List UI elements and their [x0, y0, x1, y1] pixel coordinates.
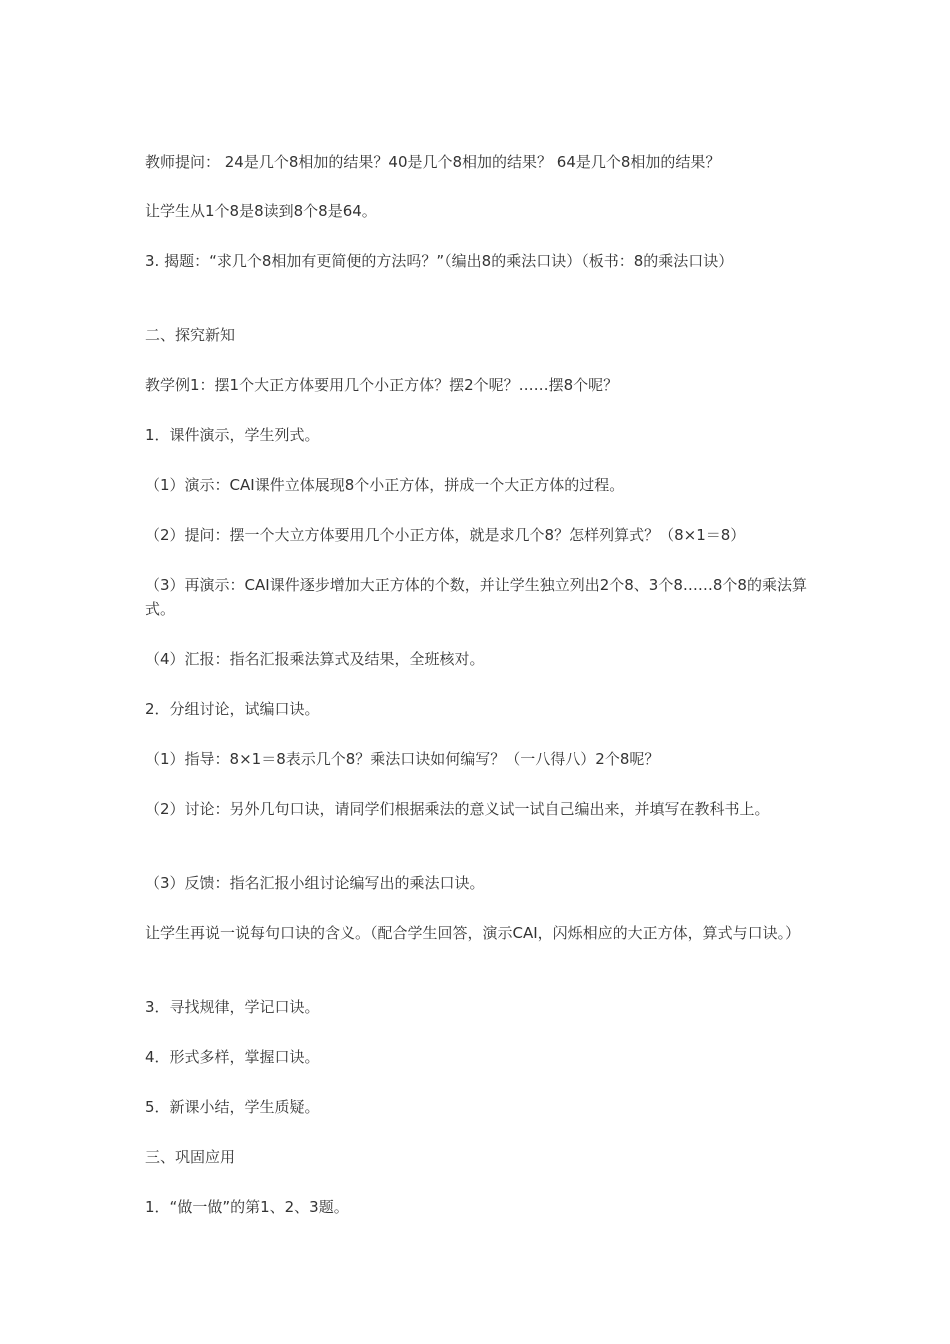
paragraph-step-4: 4．形式多样，掌握口诀。 — [145, 1048, 320, 1066]
paragraph-step-1-1: （1）演示：CAI课件立体展现8个小正方体，拼成一个大正方体的过程。 — [145, 476, 625, 494]
paragraph-reveal-topic: 3. 揭题：“求几个8相加有更简便的方法吗？”（编出8的乘法口诀）（板书：8的乘法口诀） — [145, 252, 734, 270]
paragraph-read-aloud: 让学生从1个8是8读到8个8是64。 — [145, 202, 377, 220]
paragraph-step-2-1: （1）指导：8×1＝8表示几个8？乘法口诀如何编写？（一八得八）2个8呢？ — [145, 750, 660, 768]
paragraph-teacher-question: 教师提问： 24是几个8相加的结果？40是几个8相加的结果？ 64是几个8相加的结果？ — [145, 153, 721, 171]
paragraph-step-1-2: （2）提问：摆一个大立方体要用几个小正方体，就是求几个8？怎样列算式？（8×1＝8） — [145, 526, 746, 544]
paragraph-step-1-3: （3）再演示：CAI课件逐步增加大正方体的个数，并让学生独立列出2个8、3个8……8个8的乘法算式。 — [145, 576, 807, 618]
paragraph-step-2: 2．分组讨论，试编口诀。 — [145, 700, 320, 718]
paragraph-step-2-2: （2）讨论：另外几句口诀，请同学们根据乘法的意义试一试自己编出来，并填写在教科书上。 — [145, 800, 770, 818]
section-heading-apply: 三、巩固应用 — [145, 1148, 236, 1166]
paragraph-exercise-1: 1．“做一做”的第1、2、3题。 — [145, 1198, 349, 1216]
paragraph-step-1: 1．课件演示，学生列式。 — [145, 426, 320, 444]
paragraph-step-5: 5．新课小结，学生质疑。 — [145, 1098, 320, 1116]
paragraph-example-1: 教学例1：摆1个大正方体要用几个小正方体？摆2个呢？……摆8个呢？ — [145, 376, 619, 394]
paragraph-step-3: 3．寻找规律，学记口诀。 — [145, 998, 320, 1016]
paragraph-explain-meaning: 让学生再说一说每句口诀的含义。（配合学生回答，演示CAI，闪烁相应的大正方体，算式与口诀。） — [145, 924, 801, 942]
paragraph-step-1-4: （4）汇报：指名汇报乘法算式及结果，全班核对。 — [145, 650, 485, 668]
paragraph-step-2-3: （3）反馈：指名汇报小组讨论编写出的乘法口诀。 — [145, 874, 485, 892]
section-heading-explore: 二、探究新知 — [145, 326, 236, 344]
